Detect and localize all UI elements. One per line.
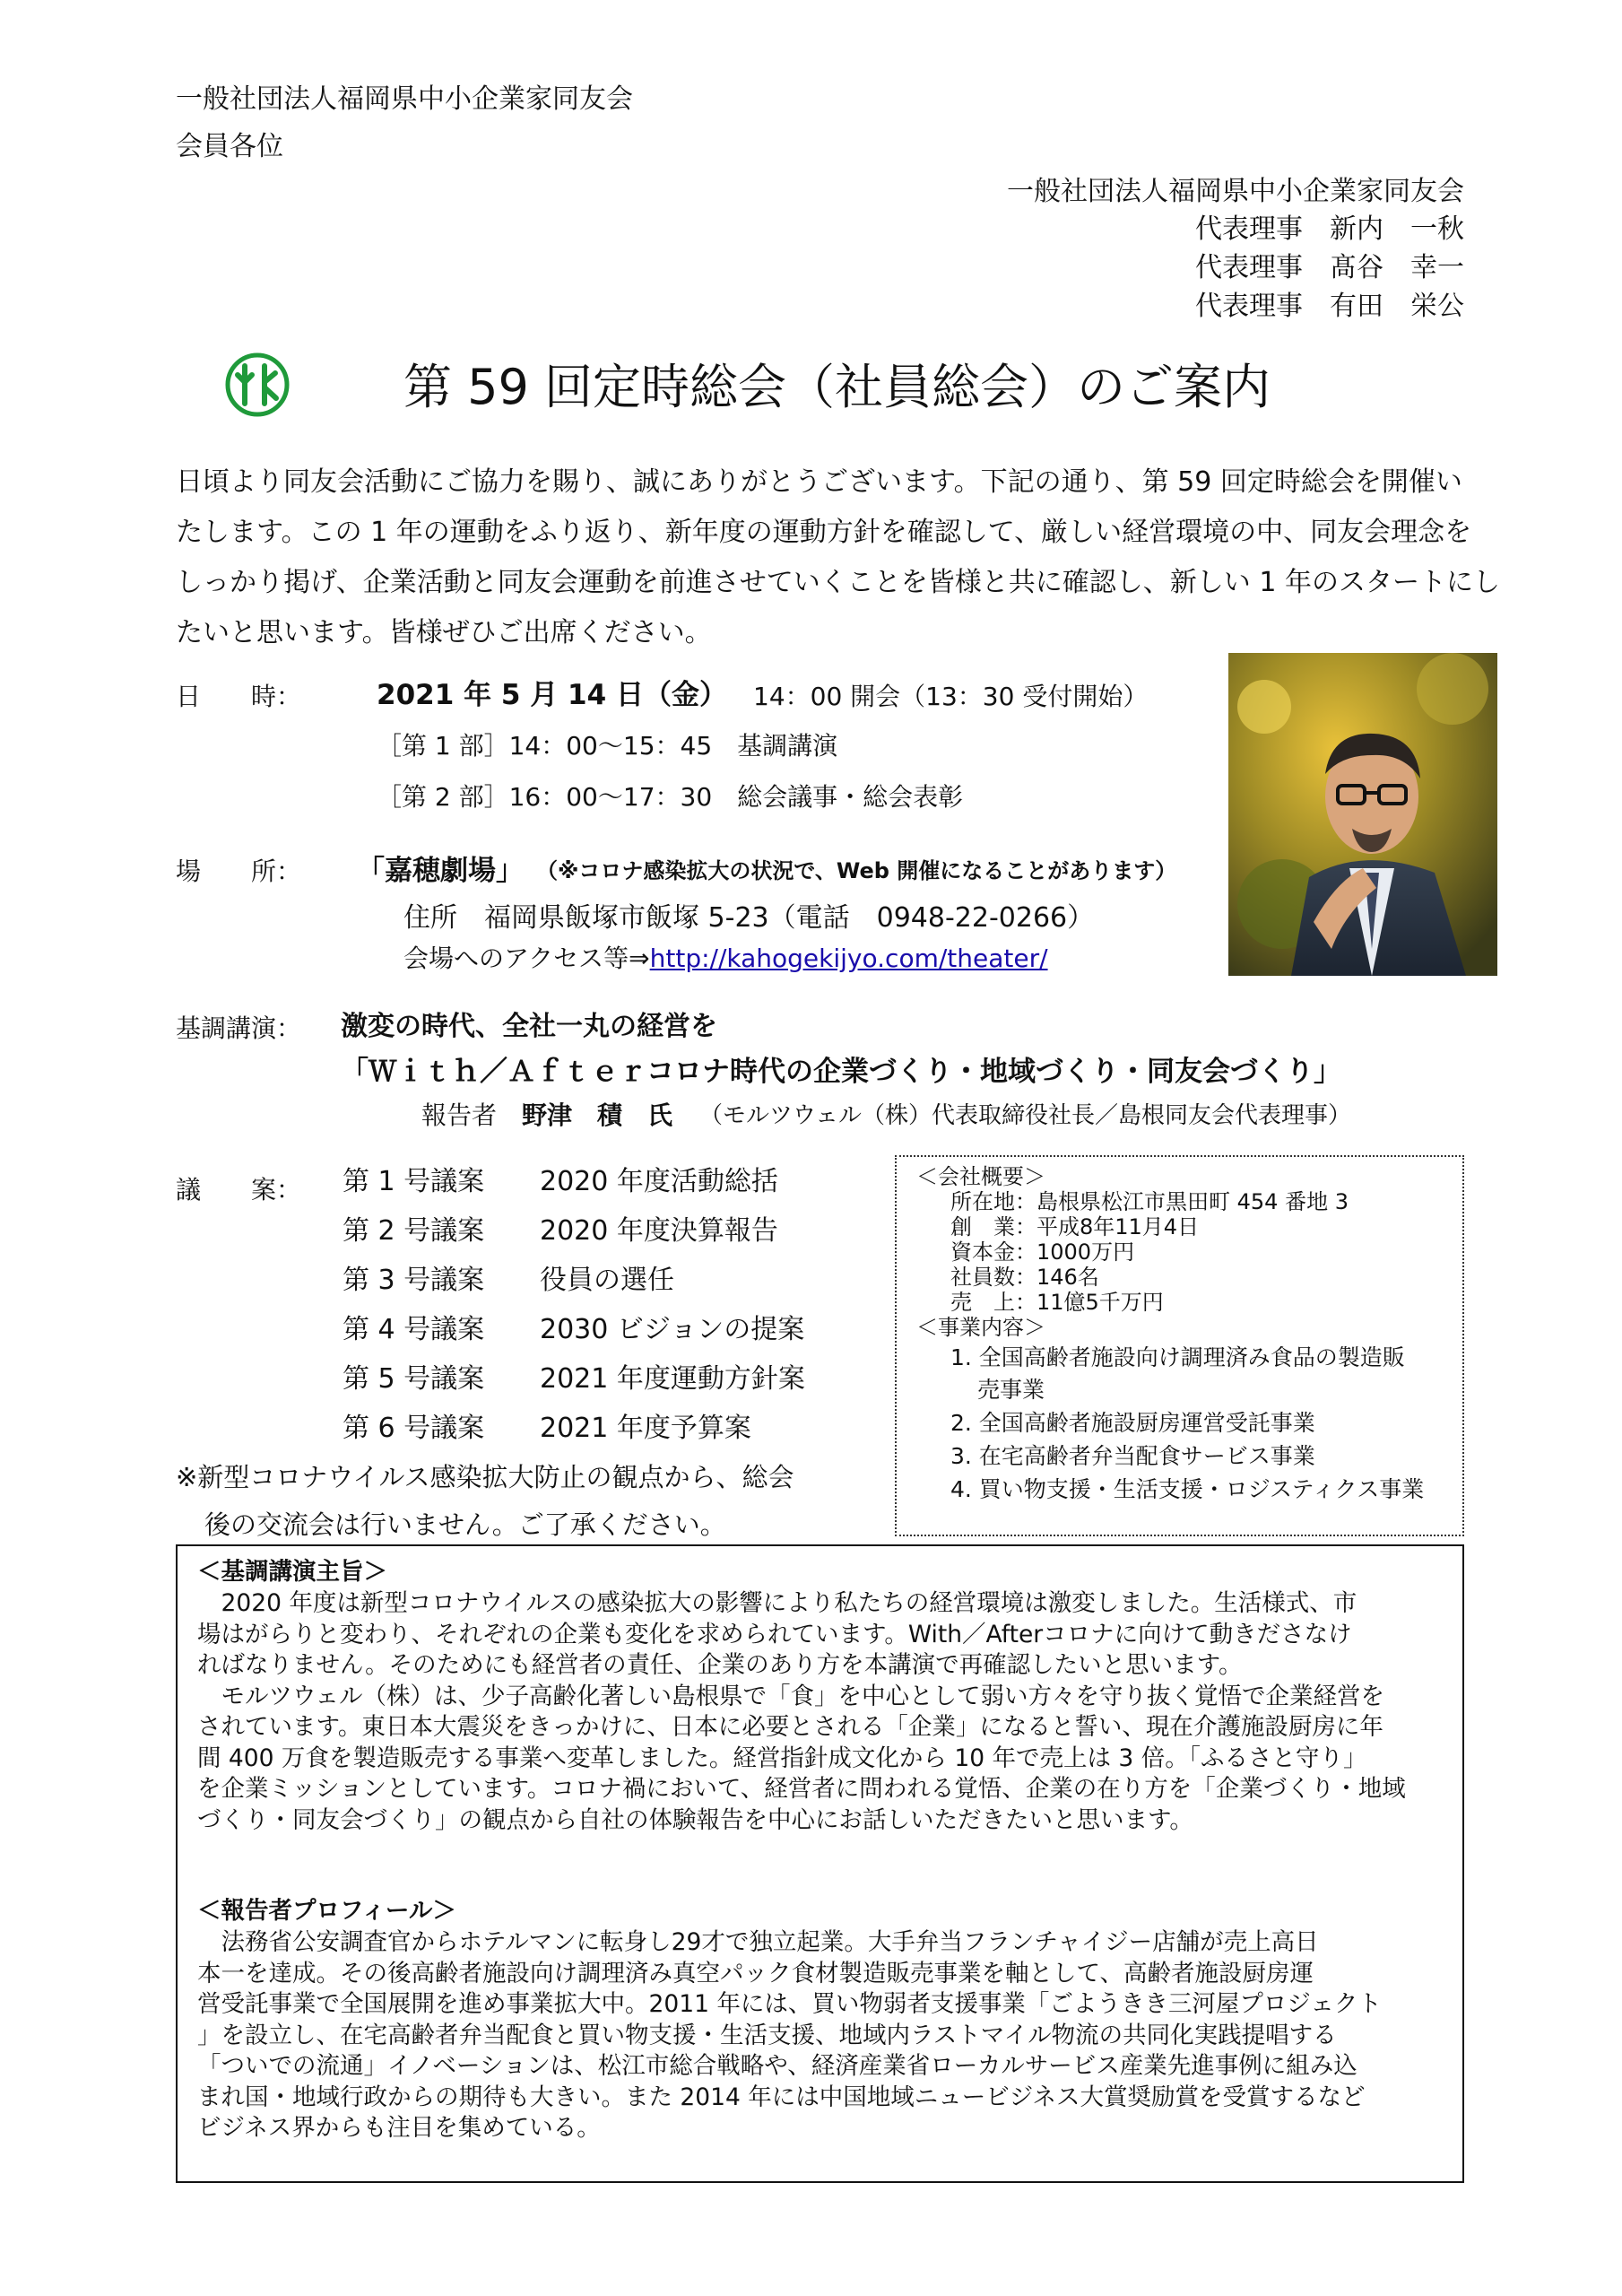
agenda-item bbox=[343, 1363, 805, 1396]
venue-access bbox=[403, 944, 1048, 974]
intro-paragraph bbox=[176, 457, 1500, 658]
agenda-item bbox=[343, 1314, 804, 1346]
profile-line: 本一を達成。その後高齢者施設向け調理済み真空パック食材製造販売事業を軸として、高齢者施設厨房運 bbox=[197, 1959, 1314, 1987]
keynote-summary-box bbox=[176, 1544, 1464, 2183]
summary-line: 2020 年度は新型コロナウイルスの感染拡大の影響により私たちの経営環境は激変しました。生活様式、市 bbox=[197, 1589, 1357, 1617]
agenda-item bbox=[343, 1265, 674, 1297]
profile-line: 」を設立し、在宅高齢者弁当配食と買い物支援・生活支援、地域内ラストマイル物流の共同化実践提唱する bbox=[197, 2021, 1337, 2049]
company-detail: 売 上：11億5千万円 bbox=[950, 1290, 1164, 1315]
event-time: 14：00 開会（13：30 受付開始） bbox=[753, 682, 1149, 711]
agenda-item-title: 2030 ビジョンの提案 bbox=[540, 1314, 805, 1345]
summary-line: 場はがらりと変わり、それぞれの企業も変化を求められています。With／Afterコロナに向けて動きださなけ bbox=[197, 1620, 1352, 1648]
company-detail: 社員数：146名 bbox=[950, 1265, 1099, 1290]
agenda-item-title: 2020 年度活動総括 bbox=[540, 1166, 778, 1197]
business-item: 1. 全国高齢者施設向け調理済み食品の製造販 bbox=[950, 1344, 1405, 1370]
summary-line: 間 400 万食を製造販売する事業へ変革しました。経営指針成文化から 10 年で売上は 3 倍。「ふるさと守り」 bbox=[197, 1744, 1367, 1772]
company-overview-box bbox=[895, 1155, 1464, 1536]
profile-paragraph bbox=[197, 1927, 1382, 2144]
profile-heading: ＜報告者プロフィール＞ bbox=[197, 1897, 456, 1925]
summary-line: を企業ミッションとしています。コロナ禍において、経営者に問われる覚悟、企業の在り方を「企業づくり・地域 bbox=[197, 1775, 1406, 1803]
agenda-label: 議 案： bbox=[176, 1175, 302, 1205]
intro-line-4: たいと思います。皆様ぜひご出席ください。 bbox=[176, 617, 712, 648]
schedule-part-1: ［第 1 部］14：00～15：45 基調講演 bbox=[377, 731, 838, 761]
reporter-label: 報告者 bbox=[421, 1100, 498, 1130]
summary-line: されています。東日本大震災をきっかけに、日本に必要とされる「企業」になると誓い、現在介護施設厨房に年 bbox=[197, 1713, 1383, 1741]
keynote-title-1: 激変の時代、全社一丸の経営を bbox=[341, 1011, 717, 1042]
agenda-item bbox=[343, 1215, 778, 1248]
profile-line: ビジネス界からも注目を集めている。 bbox=[197, 2114, 601, 2142]
reporter-photo bbox=[1228, 653, 1497, 976]
profile-line: 「ついでの流通」イノベーションは、松江市総合戦略や、経済産業省ローカルサービス産業先進事例に組み込 bbox=[197, 2052, 1357, 2080]
business-item-continued: 売事業 bbox=[977, 1377, 1045, 1403]
business-item: 3. 在宅高齢者弁当配食サービス事業 bbox=[950, 1443, 1315, 1469]
intro-line-2: たします。この 1 年の運動をふり返り、新年度の運動方針を確認して、厳しい経営環境の中、同友会理念を bbox=[176, 517, 1472, 548]
reporter-name: 野津 積 氏 bbox=[522, 1100, 673, 1130]
profile-line: 法務省公安調査官からホテルマンに転身し29才で独立起業。大手弁当フランチャイジー店舗が売上高日 bbox=[197, 1928, 1319, 1956]
recipient: 会員各位 bbox=[176, 131, 283, 162]
access-label: 会場へのアクセス等⇒ bbox=[403, 944, 650, 973]
agenda-item-number: 第 2 号議案 bbox=[343, 1215, 485, 1247]
datetime-label: 日 時： bbox=[176, 682, 302, 711]
sender-rep-3: 代表理事 有田 栄公 bbox=[1195, 291, 1464, 322]
doyukai-logo-icon bbox=[224, 352, 291, 418]
profile-line: 営受託事業で全国展開を進め事業拡大中。2011 年には、買い物弱者支援事業「ごようきき三河屋プロジェクト bbox=[197, 1990, 1382, 2018]
business-heading: ＜事業内容＞ bbox=[916, 1315, 1045, 1340]
agenda-item bbox=[343, 1413, 751, 1445]
sender-org: 一般社団法人福岡県中小企業家同友会 bbox=[1007, 176, 1464, 207]
agenda-item-title: 2020 年度決算報告 bbox=[540, 1215, 778, 1247]
summary-paragraph bbox=[197, 1588, 1406, 1836]
agenda-note-line-1: ※新型コロナウイルス感染拡大防止の観点から、総会 bbox=[176, 1462, 794, 1492]
summary-heading: ＜基調講演主旨＞ bbox=[197, 1558, 387, 1586]
keynote-label: 基調講演： bbox=[176, 1013, 302, 1043]
intro-line-3: しっかり掲げ、企業活動と同友会運動を前進させていくことを皆様と共に確認し、新しい 1 年のスタートにし bbox=[176, 567, 1500, 598]
company-detail: 資本金：1000万円 bbox=[950, 1239, 1135, 1265]
summary-line: づくり・同友会づくり」の観点から自社の体験報告を中心にお話しいただきたいと思います。 bbox=[197, 1805, 1193, 1834]
keynote-title-2: 「Ｗｉｔｈ／Ａｆｔｅｒコロナ時代の企業づくり・地域づくり・同友会づくり」 bbox=[341, 1056, 1341, 1088]
access-link[interactable]: http://kahogekijyo.com/theater/ bbox=[649, 944, 1048, 973]
agenda-note-line-2: 後の交流会は行いません。ご了承ください。 bbox=[204, 1509, 726, 1540]
event-date: 2021 年 5 月 14 日（金） bbox=[377, 679, 727, 711]
summary-line: モルツウェル（株）は、少子高齢化著しい島根県で「食」を中心として弱い方々を守り抜く覚悟で企業経営を bbox=[197, 1682, 1384, 1710]
schedule-part-2: ［第 2 部］16：00～17：30 総会議事・総会表彰 bbox=[377, 782, 964, 812]
place-label: 場 所： bbox=[176, 857, 302, 886]
company-overview-heading: ＜会社概要＞ bbox=[916, 1164, 1045, 1189]
profile-line: まれ国・地域行政からの期待も大きい。また 2014 年には中国地域ニュービジネス大賞奨励賞を受賞するなど bbox=[197, 2083, 1366, 2111]
agenda-item bbox=[343, 1166, 778, 1198]
venue-address: 住所 福岡県飯塚市飯塚 5-23（電話 0948-22-0266） bbox=[403, 902, 1095, 934]
venue-note: （※コロナ感染拡大の状況で、Web 開催になることがあります） bbox=[536, 858, 1177, 883]
agenda-item-number: 第 6 号議案 bbox=[343, 1413, 485, 1444]
sender-rep-1: 代表理事 新内 一秋 bbox=[1195, 213, 1464, 245]
agenda-item-title: 役員の選任 bbox=[540, 1265, 674, 1296]
agenda-item-title: 2021 年度予算案 bbox=[540, 1413, 751, 1444]
company-detail: 創 業：平成8年11月4日 bbox=[950, 1214, 1200, 1239]
company-detail: 所在地：島根県松江市黒田町 454 番地 3 bbox=[950, 1189, 1349, 1214]
agenda-item-number: 第 5 号議案 bbox=[343, 1363, 485, 1395]
recipient-org: 一般社団法人福岡県中小企業家同友会 bbox=[176, 83, 633, 115]
agenda-item-title: 2021 年度運動方針案 bbox=[540, 1363, 805, 1395]
business-item: 2. 全国高齢者施設厨房運営受託事業 bbox=[950, 1410, 1315, 1436]
agenda-item-number: 第 1 号議案 bbox=[343, 1166, 485, 1197]
reporter-affiliation: （モルツウェル（株）代表取締役社長／島根同友会代表理事） bbox=[699, 1102, 1351, 1129]
agenda-item-number: 第 3 号議案 bbox=[343, 1265, 485, 1296]
business-item: 4. 買い物支援・生活支援・ロジスティクス事業 bbox=[950, 1476, 1425, 1502]
intro-line-1: 日頃より同友会活動にご協力を賜り、誠にありがとうございます。下記の通り、第 59 回定時総会を開催い bbox=[176, 466, 1462, 498]
sender-rep-2: 代表理事 髙谷 幸一 bbox=[1195, 252, 1464, 283]
venue-name: 「嘉穂劇場」 bbox=[357, 855, 524, 887]
page-title: 第 59 回定時総会（社員総会）のご案内 bbox=[403, 359, 1271, 415]
summary-line: ればなりません。そのためにも経営者の責任、企業のあり方を本講演で再確認したいと思います。 bbox=[197, 1651, 1243, 1679]
agenda-item-number: 第 4 号議案 bbox=[343, 1314, 485, 1345]
